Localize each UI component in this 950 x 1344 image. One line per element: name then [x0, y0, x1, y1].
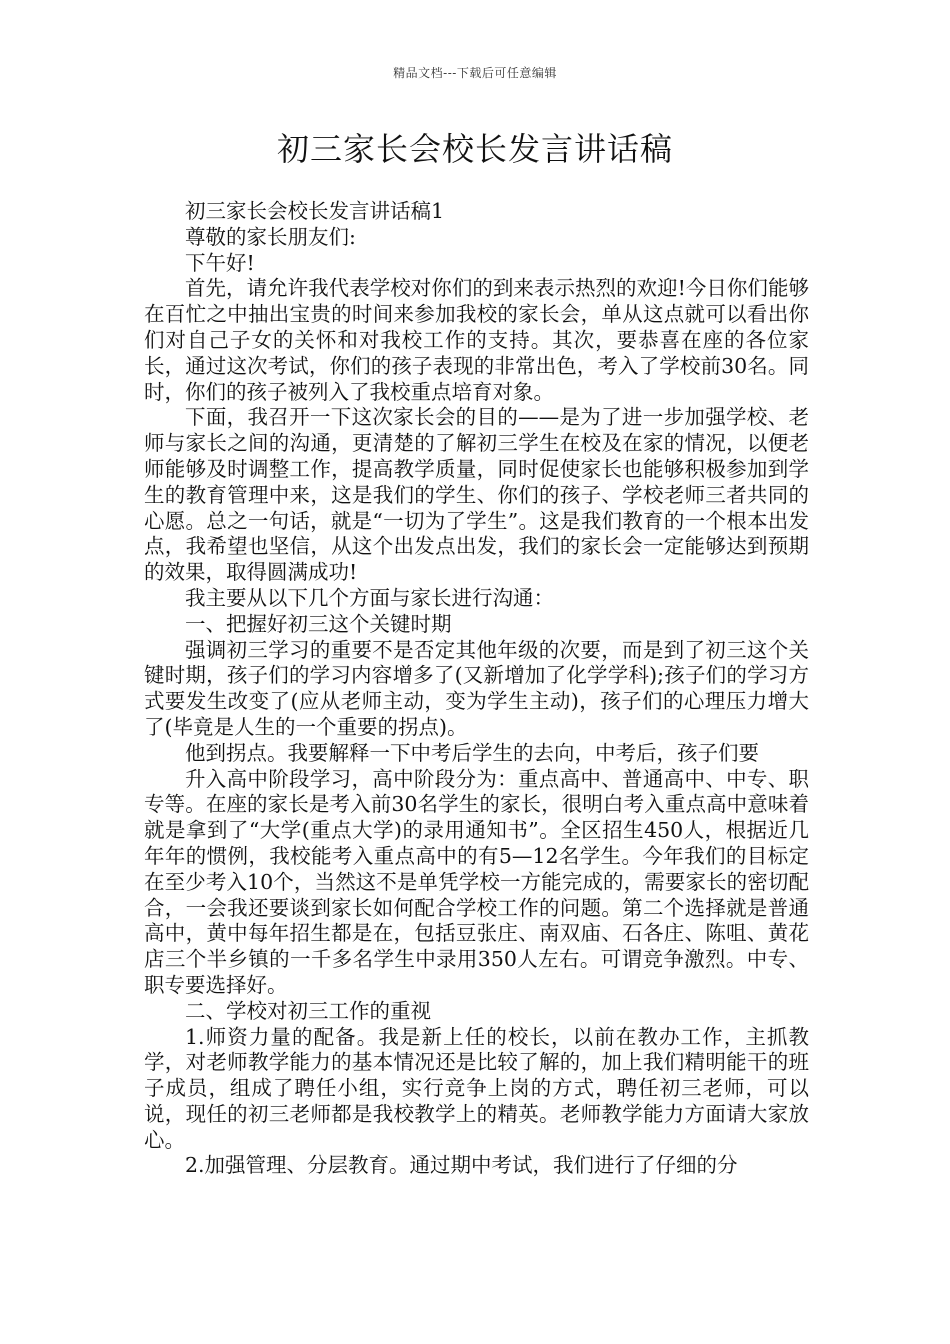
section-heading-2: 二、学校对初三工作的重视 [185, 998, 431, 1023]
header-note: 精品文档---下载后可任意编辑 [393, 66, 557, 80]
paragraph-management: 2.加强管理、分层教育。通过期中考试，我们进行了仔细的分 [185, 1153, 738, 1178]
document-title: 初三家长会校长发言讲话稿 [276, 130, 673, 168]
paragraph-purpose: 下面，我召开一下这次家长会的目的——是为了进一步加强学校、老师与家长之间的沟通，更清楚的了解初三学生在校及在家的情况，以便老师能够及时调整工作，提高教学质量，同时促使家长也能够积极参加到学生的教育管理中来，这是我们的学生、你们的孩子、学校老师三者共同的心愿。总之一句话，就是“一切为了学生”。这是我们教育的一个根本出发点，我希望也坚信，从这个出发点出发，我们的家长会一定能够达到预期的效果，取得圆满成功! [144, 405, 809, 585]
paragraph-teachers: 1.师资力量的配备。我是新上任的校长，以前在教办工作，主抓教学，对老师教学能力的基本情况还是比较了解的，加上我们精明能干的班子成员，组成了聘任小组，实行竞争上岗的方式，聘任初三老师，可以说，现任的初三老师都是我校教学上的精英。老师教学能力方面请大家放心。 [144, 1024, 809, 1152]
paragraph-greeting: 下午好! [185, 250, 255, 275]
paragraph-welcome: 首先，请允许我代表学校对你们的到来表示热烈的欢迎!今日你们能够在百忙之中抽出宝贵的时间来参加我校的家长会，单从这点就可以看出你们对自己子女的关怀和对我校工作的支持。其次，要恭喜在座的各位家长，通过这次考试，你们的孩子表现的非常出色，考入了学校前30名。同时，你们的孩子被列入了我校重点培育对象。 [144, 276, 809, 404]
paragraph-key-period: 强调初三学习的重要不是否定其他年级的次要，而是到了初三这个关键时期，孩子们的学习内容增多了(又新增加了化学学科);孩子们的学习方式要发生改变了(应从老师主动，变为学生主动)，孩子们的心理压力增大了(毕竟是人生的一个重要的拐点)。 [144, 637, 809, 739]
paragraph-subtitle: 初三家长会校长发言讲话稿1 [185, 199, 445, 223]
paragraph-salutation: 尊敬的家长朋友们: [185, 224, 356, 249]
paragraph-outline-intro: 我主要从以下几个方面与家长进行沟通： [185, 585, 554, 610]
section-heading-1: 一、把握好初三这个关键时期 [185, 611, 452, 636]
paragraph-turning-point: 他到拐点。我要解释一下中考后学生的去向，中考后，孩子们要 [185, 740, 759, 765]
document-body [144, 199, 809, 1179]
paragraph-high-school: 升入高中阶段学习，高中阶段分为：重点高中、普通高中、中专、职专等。在座的家长是考入前30名学生的家长，很明白考入重点高中意味着就是拿到了“大学(重点大学)的录用通知书”。全区招生450人，根据近几年年的惯例，我校能考入重点高中的有5—12名学生。今年我们的目标定在至少考入10个，当然这不是单凭学校一方能完成的，需要家长的密切配合，一会我还要谈到家长如何配合学校工作的问题。第二个选择就是普通高中，黄中每年招生都是在，包括豆张庄、南双庙、石各庄、陈咀、黄花店三个半乡镇的一千多名学生中录用350人左右。可谓竞争激烈。中专、职专要选择好。 [144, 766, 809, 997]
